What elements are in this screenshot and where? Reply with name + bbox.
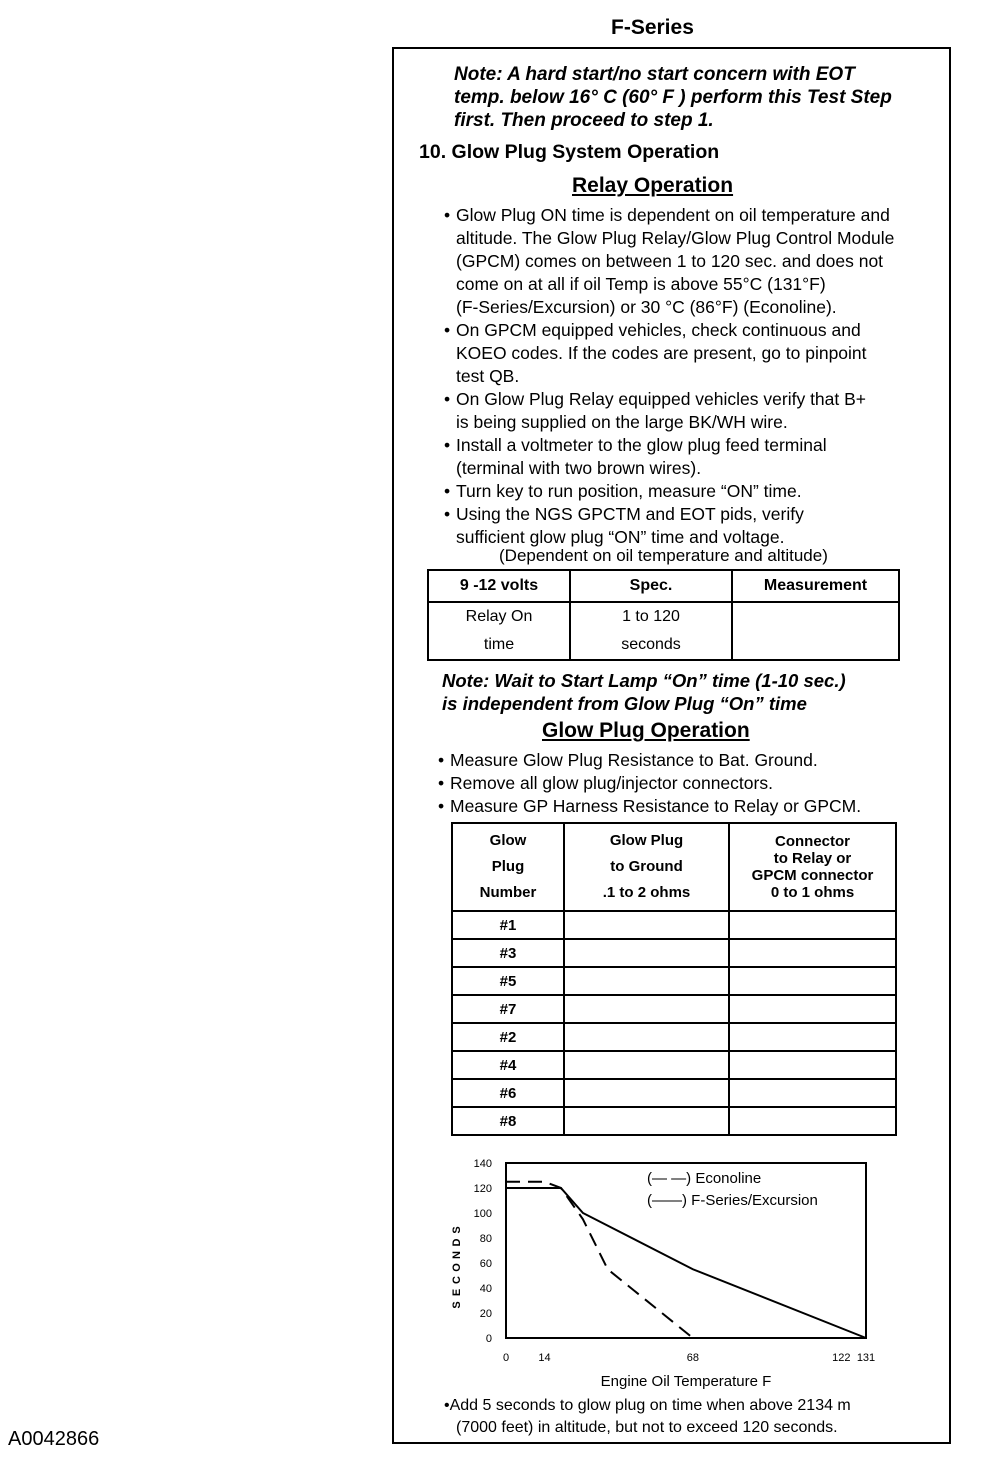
glow-plug-number: #6 — [452, 1079, 564, 1107]
gp-input-cell — [729, 911, 896, 939]
table-row — [452, 1051, 896, 1079]
y-tick-label: 40 — [479, 1283, 492, 1295]
gp-input-cell — [729, 939, 896, 967]
y-tick-label: 100 — [473, 1208, 492, 1220]
step-title: 10. Glow Plug System Operation — [419, 141, 720, 163]
legend-f-series: (——) F-Series/Excursion — [647, 1192, 818, 1209]
x-tick-label: 68 — [686, 1352, 699, 1364]
gp-input-cell — [564, 1107, 729, 1135]
relay-table-cell — [732, 602, 899, 660]
figure-id: A0042866 — [8, 1428, 100, 1450]
dependent-note: (Dependent on oil temperature and altitude) — [499, 546, 828, 565]
glow-plug-number: #4 — [452, 1051, 564, 1079]
bullet-line: come on at all if oil Temp is above 55°C (131°F) — [456, 274, 826, 294]
glow-plug-number: #2 — [452, 1023, 564, 1051]
chart-plot-frame — [506, 1163, 866, 1338]
bullet-line: (7000 feet) in altitude, but not to exceed 120 seconds. — [456, 1419, 838, 1436]
bullet-line: altitude. The Glow Plug Relay/Glow Plug Control Module — [456, 228, 895, 248]
bullet-line: sufficient glow plug “ON” time and voltage. — [456, 527, 785, 547]
altitude-footnote — [444, 1395, 851, 1439]
x-axis-label: Engine Oil Temperature F — [600, 1373, 772, 1390]
gp-input-cell — [729, 995, 896, 1023]
x-tick-label: 122 — [832, 1352, 851, 1364]
gp-input-cell — [564, 1079, 729, 1107]
bullet-line: (GPCM) comes on between 1 to 120 sec. and does not — [456, 251, 884, 271]
bullet-item: • Turn key to run position, measure “ON” time. — [444, 481, 802, 501]
gp-table-header: Glow Plug Number — [452, 823, 564, 911]
y-axis-label-letter: N — [451, 1251, 463, 1259]
test-step-panel — [392, 47, 951, 1444]
bullet-item: • Using the NGS GPCTM and EOT pids, verify — [444, 504, 804, 524]
x-tick-label: 0 — [502, 1352, 510, 1364]
bullet-item: • Remove all glow plug/injector connectors. — [438, 773, 773, 793]
bullet-line: is being supplied on the large BK/WH wire. — [456, 412, 788, 432]
table-row — [452, 939, 896, 967]
y-axis-label-letter: E — [451, 1288, 463, 1297]
gp-input-cell — [729, 1107, 896, 1135]
relay-table-cell: 1 to 120 seconds — [570, 602, 732, 660]
y-axis-label-letter: S — [451, 1226, 463, 1234]
gp-input-cell — [729, 1051, 896, 1079]
bullet-line: KOEO codes. If the codes are present, go to pinpoint — [456, 343, 867, 363]
glow-plug-number: #3 — [452, 939, 564, 967]
gp-input-cell — [564, 967, 729, 995]
table-row — [452, 1079, 896, 1107]
y-axis-label-letter: D — [451, 1238, 463, 1247]
x-tick-label: 131 — [856, 1352, 876, 1364]
glow-plug-number: #8 — [452, 1107, 564, 1135]
table-row — [452, 1023, 896, 1051]
y-axis-label-letter: S — [451, 1301, 463, 1309]
y-tick-label: 20 — [479, 1308, 492, 1320]
bullet-item: •Add 5 seconds to glow plug on time when above 2134 m — [444, 1397, 851, 1414]
gp-table-header: Glow Plug to Ground .1 to 2 ohms — [564, 823, 729, 911]
x-tick-label: 14 — [538, 1352, 551, 1364]
bullet-item: • On Glow Plug Relay equipped vehicles verify that B+ — [444, 389, 867, 409]
y-axis-label-letter: O — [451, 1263, 463, 1272]
gp-table-header: Connector to Relay or GPCM connector 0 to 1 ohms — [729, 823, 896, 911]
table-row — [452, 911, 896, 939]
relay-table-header: Spec. — [570, 570, 732, 602]
glow-plug-number: #1 — [452, 911, 564, 939]
glow-plug-table — [451, 822, 897, 1136]
bullet-item: • Measure Glow Plug Resistance to Bat. Ground. — [438, 750, 818, 770]
relay-bullets — [444, 204, 894, 549]
note-line: temp. below 16° C (60° F ) perform this Test Step — [454, 87, 892, 108]
y-axis-label-letter: C — [451, 1276, 463, 1284]
bullet-item: • Glow Plug ON time is dependent on oil temperature and — [444, 205, 890, 225]
relay-table-header: Measurement — [732, 570, 899, 602]
note-line: Note: Wait to Start Lamp “On” time (1-10 sec.) — [442, 670, 846, 691]
gp-input-cell — [564, 1023, 729, 1051]
legend-econoline: (— —) Econoline — [647, 1170, 762, 1187]
relay-table-header: 9 -12 volts — [428, 570, 570, 602]
y-tick-label: 80 — [479, 1233, 492, 1245]
note-line: Note: A hard start/no start concern with EOT — [454, 64, 855, 85]
table-row — [452, 995, 896, 1023]
table-row — [452, 1107, 896, 1135]
relay-table-cell: Relay On time — [428, 602, 570, 660]
glow-plug-number: #7 — [452, 995, 564, 1023]
gp-input-cell — [564, 939, 729, 967]
eot-note — [454, 63, 892, 132]
y-tick-label: 0 — [485, 1333, 492, 1345]
page-header: F-Series — [611, 16, 694, 39]
relay-operation-title: Relay Operation — [572, 174, 734, 197]
bullet-line: (terminal with two brown wires). — [456, 458, 702, 478]
gp-input-cell — [729, 1023, 896, 1051]
y-tick-label: 140 — [473, 1158, 492, 1170]
f-series-line — [506, 1188, 866, 1338]
gp-input-cell — [564, 911, 729, 939]
glow-plug-operation-title: Glow Plug Operation — [542, 719, 750, 742]
gp-input-cell — [564, 995, 729, 1023]
wait-lamp-note — [442, 669, 846, 715]
bullet-line: test QB. — [456, 366, 520, 386]
glow-bullets — [438, 749, 861, 818]
glow-time-chart — [434, 1149, 934, 1394]
bullet-item: • On GPCM equipped vehicles, check continuous and — [444, 320, 861, 340]
gp-input-cell — [729, 967, 896, 995]
bullet-item: • Measure GP Harness Resistance to Relay or GPCM. — [438, 796, 862, 816]
glow-plug-number: #5 — [452, 967, 564, 995]
y-tick-label: 120 — [473, 1183, 492, 1195]
note-line: first. Then proceed to step 1. — [454, 110, 714, 131]
y-tick-label: 60 — [479, 1258, 492, 1270]
bullet-item: • Install a voltmeter to the glow plug feed terminal — [444, 435, 827, 455]
gp-input-cell — [564, 1051, 729, 1079]
relay-table — [427, 569, 900, 661]
table-row — [452, 967, 896, 995]
bullet-line: (F-Series/Excursion) or 30 °C (86°F) (Econoline). — [456, 297, 837, 317]
gp-input-cell — [729, 1079, 896, 1107]
note-line: is independent from Glow Plug “On” time — [442, 693, 807, 714]
